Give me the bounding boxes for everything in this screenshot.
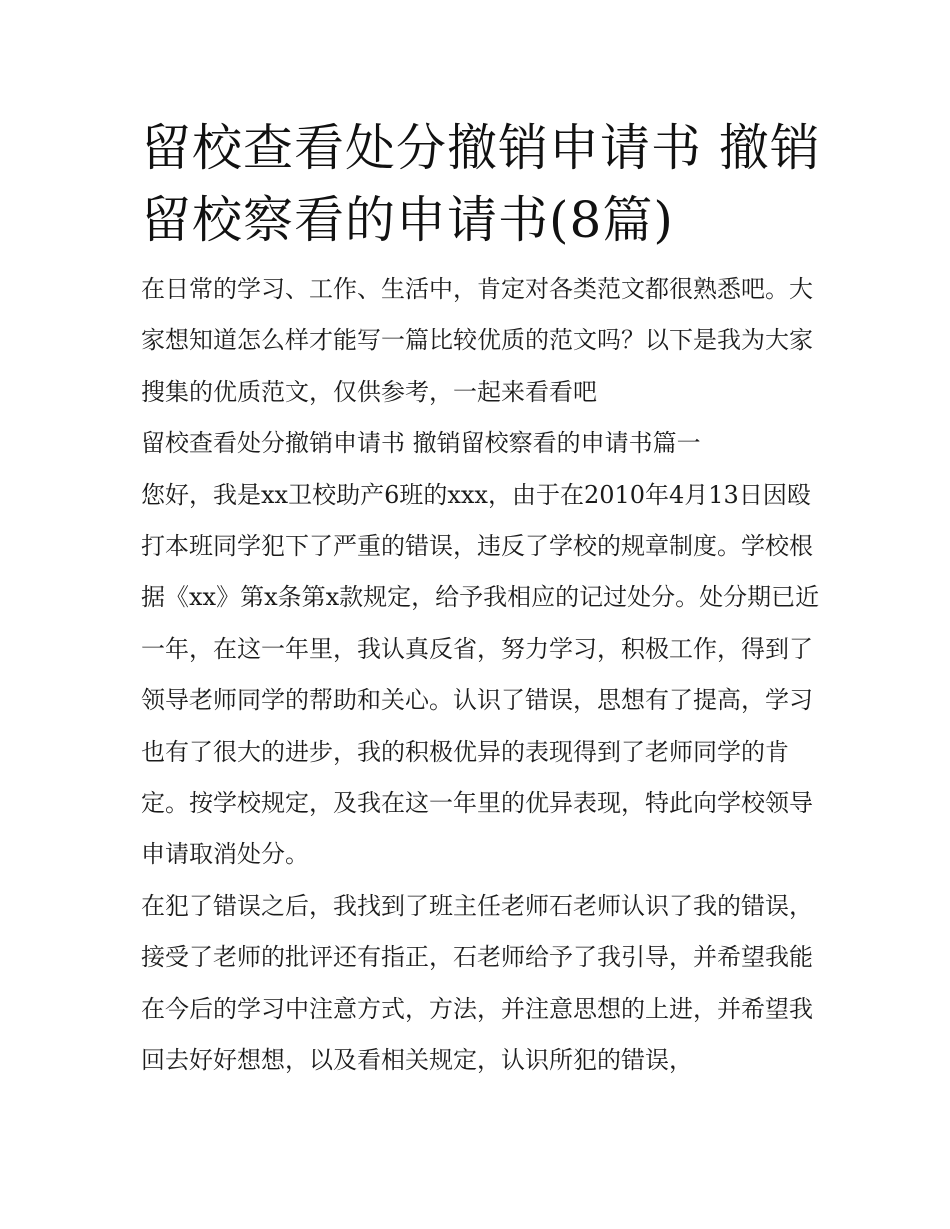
section-heading: 留校查看处分撤销申请书 撤销留校察看的申请书篇一 (141, 429, 701, 458)
document-content (141, 112, 821, 1087)
body-paragraph: 您好，我是xx卫校助产6班的xxx，由于在2010年4月13日因殴打本班同学犯下了严重的错误，违反了学校的规章制度。学校根据《xx》第x条第x款规定，给予我相应的记过处分。处分期已近一年，在这一年里，我认真反省，努力学习，积极工作，得到了领导老师同学的帮助和关心。认识了错误，思想有了提高，学习也有了很大的进步，我的积极优异的表现得到了老师同学的肯定。按学校规定，及我在这一年里的优异表现，特此向学校领导申请取消处分。 (141, 480, 820, 869)
intro-paragraph: 在日常的学习、工作、生活中，肯定对各类范文都很熟悉吧。大家想知道怎么样才能写一篇比较优质的范文吗？以下是我为大家搜集的优质范文，仅供参考，一起来看看吧 (141, 275, 813, 406)
document-title: 留校查看处分撤销申请书 撤销留校察看的申请书(8篇) (141, 119, 821, 249)
document-body (141, 264, 821, 1087)
body-paragraph: 在犯了错误之后，我找到了班主任老师石老师认识了我的错误，接受了老师的批评还有指正，石老师给予了我引导，并希望我能在今后的学习中注意方式，方法，并注意思想的上进，并希望我回去好好想想，以及看相关规定，认识所犯的错误， (141, 891, 813, 1075)
